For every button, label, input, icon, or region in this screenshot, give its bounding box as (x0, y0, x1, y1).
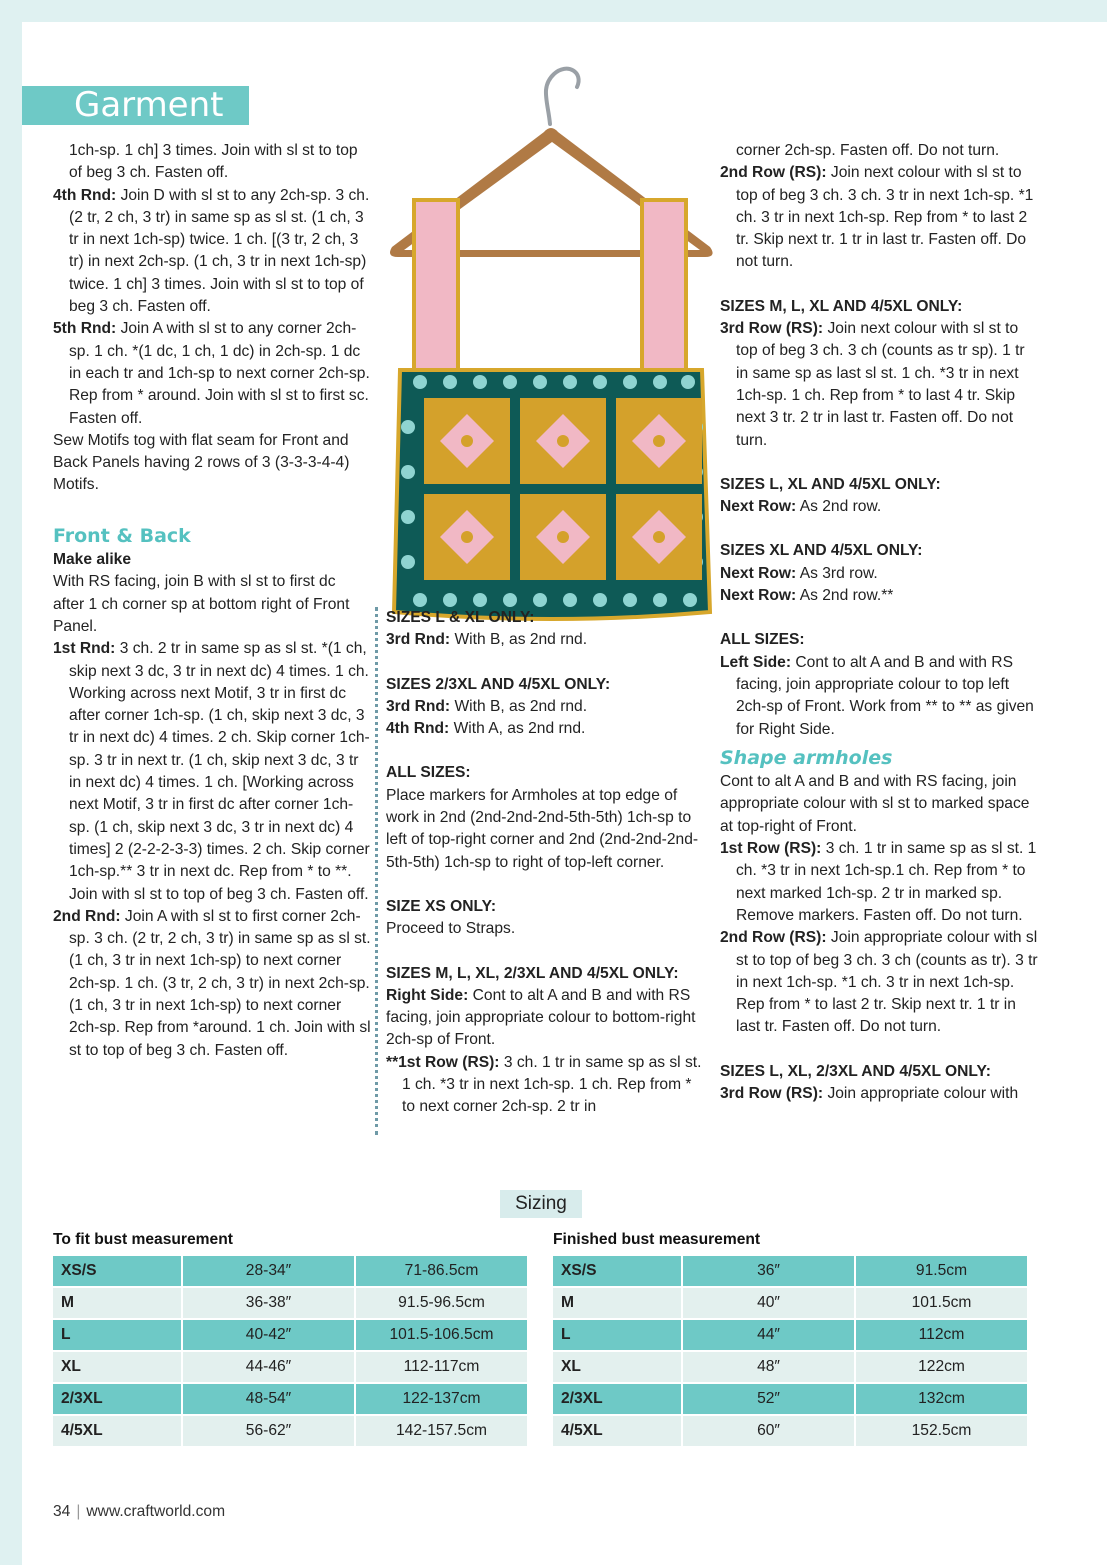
table-row (53, 1288, 527, 1318)
next-row: Next Row: As 3rd row. (720, 564, 878, 582)
column-1 (53, 140, 371, 1062)
markers-text: Place markers for Armholes at top edge of work in 2nd (2nd-2nd-2nd-5th-5th) 1ch-sp to left of top-right corner and 2nd (2nd-2nd-2nd-5th-5th) 1ch-sp to right of top-left corner. (386, 786, 699, 871)
table-row (553, 1416, 1027, 1446)
make-alike: Make alike (53, 551, 132, 569)
front-back-heading: Front & Back (53, 524, 191, 547)
instruction: 3rd Rnd: With B, as 2nd rnd. (386, 631, 588, 649)
column-3 (720, 140, 1038, 1105)
subhead: SIZES XL AND 4/5XL ONLY: (720, 542, 923, 560)
table-cell: 2/3XL (53, 1384, 181, 1414)
paragraph: corner 2ch-sp. Fasten off. Do not turn. (736, 142, 1000, 159)
table-cell: 122-137cm (356, 1384, 527, 1414)
table-cell: XL (553, 1352, 681, 1382)
table-cell: 122cm (856, 1352, 1027, 1382)
round-5: 5th Rnd: Join A with sl st to any corner 2ch-sp. 1 ch. *(1 dc, 1 ch, 1 dc) in 2ch-sp. 1 dc in each tr and 1ch-sp to next corner 2ch-sp. Rep from * around. Join with sl st to first sc. Fasten off. (53, 320, 370, 427)
next-row: Next Row: As 2nd row. (720, 498, 882, 516)
table-cell: XS/S (553, 1256, 681, 1286)
footer: 34 | www.craftworld.com (53, 1503, 226, 1520)
table-cell: 101.5-106.5cm (356, 1320, 527, 1350)
round-4: 4th Rnd: Join D with sl st to any 2ch-sp. 3 ch. (2 tr, 2 ch, 3 tr) in same sp as sl st. (1 ch, 3 tr in next 1ch-sp) twice. 1 ch. [(3 tr, 2 ch, 3 tr) in next 2ch-sp. (1 ch, 3 tr in next 1ch-sp) twice. 1 ch] 3 times. Join with sl st to top of beg 3 ch. Fasten off. (53, 186, 370, 316)
table-1-title: To fit bust measurement (53, 1231, 233, 1248)
table-cell: 2/3XL (553, 1384, 681, 1414)
table-cell: 112-117cm (356, 1352, 527, 1382)
table-cell: 71-86.5cm (356, 1256, 527, 1286)
table-row (53, 1416, 527, 1446)
round-2: 2nd Rnd: Join A with sl st to first corner 2ch-sp. 3 ch. (2 tr, 2 ch, 3 tr) in same sp as sl st. (1 ch, 3 tr in next 1ch-sp) to next corner 2ch-sp. 1 ch. (3 tr, 2 ch, 3 tr) in next 2ch-sp. (1 ch, 3 tr in next 1ch-sp) to next corner 2ch-sp. Rep from *around. 1 ch. Join with sl st to top of beg 3 ch. Fasten off. (53, 907, 371, 1059)
table-cell: 44″ (683, 1320, 854, 1350)
right-side: Right Side: Cont to alt A and B and with RS facing, join appropriate colour to bottom-right 2ch-sp of Front. (386, 986, 696, 1049)
table-cell: 101.5cm (856, 1288, 1027, 1318)
table-cell: 52″ (683, 1384, 854, 1414)
sizing-title: Sizing (500, 1190, 582, 1218)
instruction: 4th Rnd: With A, as 2nd rnd. (386, 720, 586, 738)
subhead: SIZE XS ONLY: (386, 897, 497, 915)
table-cell: 36″ (683, 1256, 854, 1286)
table-cell: 91.5-96.5cm (356, 1288, 527, 1318)
table-cell: M (53, 1288, 181, 1318)
instruction: 3rd Rnd: With B, as 2nd rnd. (386, 697, 588, 715)
subhead: SIZES 2/3XL AND 4/5XL ONLY: (386, 675, 611, 693)
intro: Cont to alt A and B and with RS facing, join appropriate colour with sl st to marked space at top-right of Front. (720, 773, 1030, 835)
table-cell: 4/5XL (553, 1416, 681, 1446)
subhead: SIZES L & XL ONLY: (386, 609, 535, 626)
row-1: **1st Row (RS): 3 ch. 1 tr in same sp as sl st. 1 ch. *3 tr in next 1ch-sp. 1 ch. Rep from * to next corner 2ch-sp. 2 tr in (386, 1053, 702, 1116)
table-row (553, 1320, 1027, 1350)
table-cell: 40″ (683, 1288, 854, 1318)
subhead: SIZES M, L, XL, 2/3XL AND 4/5XL ONLY: (386, 964, 679, 982)
subhead: SIZES M, L, XL AND 4/5XL ONLY: (720, 297, 963, 315)
table-cell: 40-42″ (183, 1320, 354, 1350)
page (22, 22, 1107, 1565)
sew-instruction: Sew Motifs tog with flat seam for Front and Back Panels having 2 rows of 3 (3-3-3-4-4) Motifs. (53, 431, 350, 494)
armhole-row-1: 1st Row (RS): 3 ch. 1 tr in same sp as sl st. 1 ch. *3 tr in next 1ch-sp.1 ch. Rep from * to next marked 1ch-sp. 2 tr in marked sp. Remove markers. Fasten off. Do not turn. (720, 840, 1037, 924)
table-row (53, 1256, 527, 1286)
table-cell: 44-46″ (183, 1352, 354, 1382)
subhead: SIZES L, XL, 2/3XL AND 4/5XL ONLY: (720, 1062, 991, 1080)
table-cell: 91.5cm (856, 1256, 1027, 1286)
column-2 (375, 607, 702, 1135)
table-cell: L (53, 1320, 181, 1350)
table-cell: 60″ (683, 1416, 854, 1446)
table-2-title: Finished bust measurement (553, 1231, 761, 1248)
left-side: Left Side: Cont to alt A and B and with RS facing, join appropriate colour to top left 2ch-sp of Front. Work from ** to ** as given for Right Side. (720, 653, 1034, 738)
armhole-row-2: 2nd Row (RS): Join appropriate colour with sl st to top of beg 3 ch. 3 ch (counts as tr). 3 tr in next 1ch-sp. *1 ch. 3 tr in next 1ch-sp. Rep from * to last 2 tr. Skip next tr. 1 tr in last tr. Fasten off. Do not turn. (720, 929, 1038, 1036)
armhole-row-3: 3rd Row (RS): Join appropriate colour with (720, 1084, 1019, 1102)
row-3: 3rd Row (RS): Join next colour with sl st to top of beg 3 ch. 3 ch (counts as tr sp). 1 tr in same sp as last sl st. 1 ch. *3 tr in next 1ch-sp. 1 ch. Rep from * to last 4 tr. Skip next 3 tr. 2 tr in last tr. Fasten off. Do not turn. (720, 320, 1025, 449)
paragraph: 1ch-sp. 1 ch] 3 times. Join with sl st to top of beg 3 ch. Fasten off. (69, 142, 358, 182)
table-row (53, 1352, 527, 1382)
page-number: 34 (53, 1503, 71, 1520)
table-cell: 4/5XL (53, 1416, 181, 1446)
table-row (553, 1384, 1027, 1414)
table-row (53, 1384, 527, 1414)
table-cell: 152.5cm (856, 1416, 1027, 1446)
row-2: 2nd Row (RS): Join next colour with sl st to top of beg 3 ch. 3 ch. 3 tr in next 1ch-sp. *1 ch. 3 tr in next 1ch-sp. Rep from * to last 2 tr. Skip next tr. 1 tr in last tr. Fasten off. Do not turn. (720, 164, 1034, 271)
table-cell: XL (53, 1352, 181, 1382)
straps-text: Proceed to Straps. (386, 920, 516, 938)
table-cell: 142-157.5cm (356, 1416, 527, 1446)
table-cell: 36-38″ (183, 1288, 354, 1318)
table-cell: L (553, 1320, 681, 1350)
website-link[interactable]: www.craftworld.com (86, 1503, 226, 1520)
subhead: ALL SIZES: (386, 764, 471, 782)
subhead: ALL SIZES: (720, 631, 805, 649)
table-cell: 48″ (683, 1352, 854, 1382)
table-row (53, 1320, 527, 1350)
table-cell: M (553, 1288, 681, 1318)
shape-armholes-heading: Shape armholes (720, 746, 893, 769)
intro: With RS facing, join B with sl st to first dc after 1 ch corner sp at bottom right of Front Panel. (53, 573, 350, 635)
table-cell: XS/S (53, 1256, 181, 1286)
round-1: 1st Rnd: 3 ch. 2 tr in same sp as sl st. *(1 ch, skip next 3 dc, 3 tr in next dc) 4 times. 1 ch. Working across next Motif, 3 tr in first dc after corner 1ch-sp. (1 ch, skip next 3 dc, 3 tr in next dc) 4 times. 2 ch. Skip corner 1ch-sp. 3 tr in next tr. (1 ch, skip next 3 dc, 3 tr in next dc) 4 times. 1 ch. [Working across next Motif, 3 tr in first dc after corner 1ch-sp. (1 ch, skip next 3 dc, 3 tr in next dc) 4 times] 2 (2-2-2-3-3) times. 2 ch. Skip corner 1ch-sp.** 3 tr in next dc. Rep from * to **. Join with sl st to top of beg 3 ch. Fasten off. (53, 640, 370, 903)
crochet-top-photo (372, 52, 730, 622)
table-cell: 112cm (856, 1320, 1027, 1350)
subhead: SIZES L, XL AND 4/5XL ONLY: (720, 475, 941, 493)
next-row: Next Row: As 2nd row.** (720, 587, 894, 605)
bust-measurement-table (51, 1254, 529, 1448)
table-cell: 132cm (856, 1384, 1027, 1414)
table-cell: 28-34″ (183, 1256, 354, 1286)
finished-bust-table (551, 1254, 1029, 1448)
table-cell: 48-54″ (183, 1384, 354, 1414)
table-row (553, 1288, 1027, 1318)
table-cell: 56-62″ (183, 1416, 354, 1446)
section-tag: Garment (22, 86, 249, 125)
table-row (553, 1352, 1027, 1382)
table-row (553, 1256, 1027, 1286)
